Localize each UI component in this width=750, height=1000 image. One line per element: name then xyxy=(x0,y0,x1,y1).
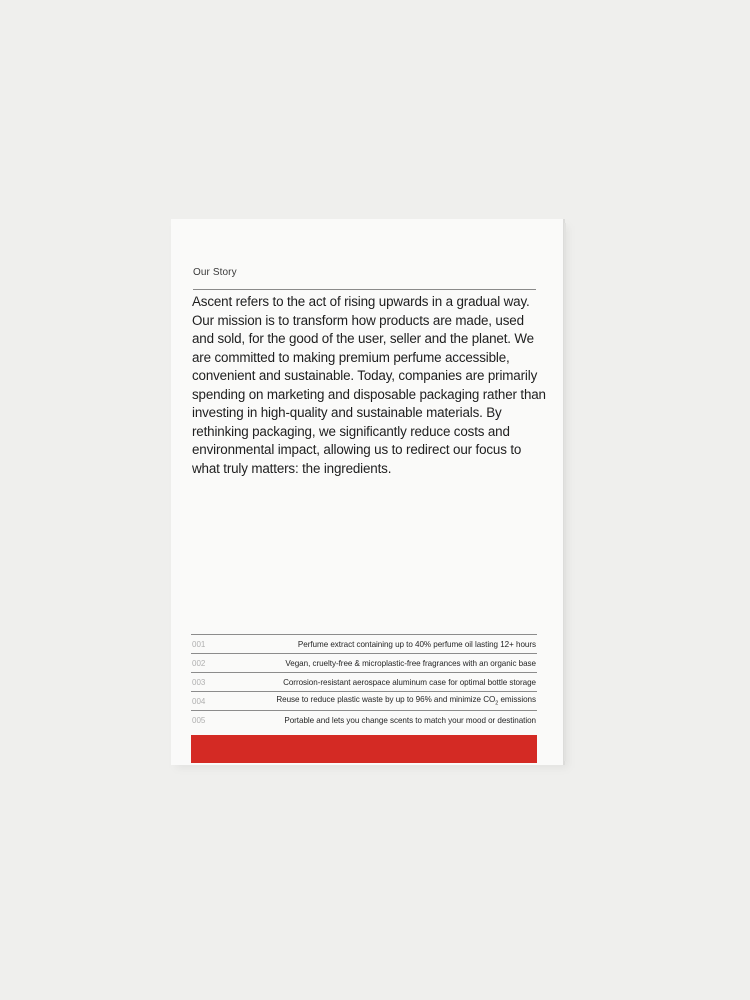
feature-number: 001 xyxy=(192,639,206,649)
feature-row xyxy=(191,672,537,691)
feature-text-subscript: 2 xyxy=(495,700,499,707)
feature-row xyxy=(191,710,537,729)
feature-text: Vegan, cruelty-free & microplastic-free fragrances with an organic base xyxy=(285,658,536,668)
feature-list xyxy=(191,634,537,729)
red-accent-band xyxy=(191,735,537,763)
feature-number: 002 xyxy=(192,658,206,668)
feature-text: Corrosion-resistant aerospace aluminum case for optimal bottle storage xyxy=(283,677,536,687)
divider xyxy=(193,289,536,290)
printed-card xyxy=(171,219,565,765)
feature-text: Perfume extract containing up to 40% perfume oil lasting 12+ hours xyxy=(297,639,536,649)
feature-text: Portable and lets you change scents to match your mood or destination xyxy=(284,715,536,725)
feature-number: 005 xyxy=(192,715,206,725)
feature-text-main: Reuse to reduce plastic waste by up to 96% and minimize CO xyxy=(276,695,496,705)
feature-number: 003 xyxy=(192,677,206,687)
feature-number: 004 xyxy=(192,696,206,706)
feature-row xyxy=(191,634,537,653)
feature-row xyxy=(191,653,537,672)
feature-text-end: emissions xyxy=(498,695,536,705)
feature-text xyxy=(276,695,537,707)
feature-row xyxy=(191,691,537,710)
section-label: Our Story xyxy=(193,267,237,278)
story-paragraph: Ascent refers to the act of rising upwards in a gradual way. Our mission is to transform how products are made, used and sold, for the good of the user, seller and the planet. We are committed to making premium perfume accessible, convenient and sustainable. Today, companies are primarily spending on marketing and disposable packaging rather than investing in high-quality and sustainable materials. By rethinking packaging, we significantly reduce costs and environmental impact, allowing us to redirect our focus to what truly matters: the ingredients. xyxy=(192,294,546,476)
